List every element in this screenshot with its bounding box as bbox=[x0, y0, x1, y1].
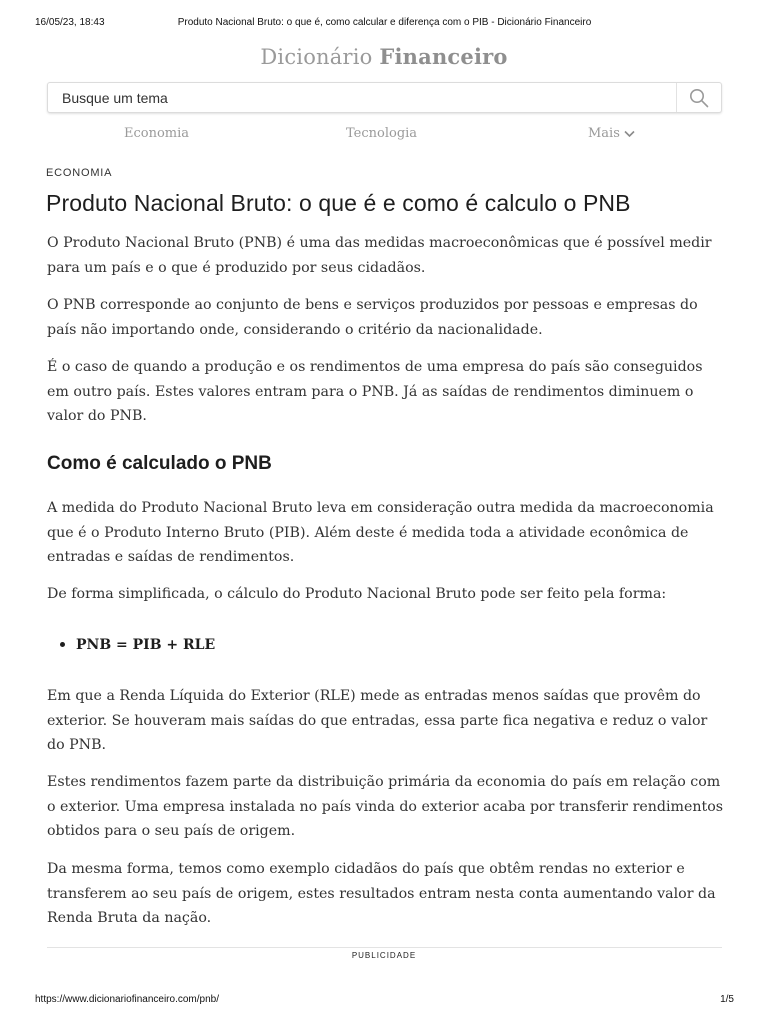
article-paragraph: Em que a Renda Líquida do Exterior (RLE) mede as entradas menos saídas que provêm do exterior. Se houveram mais saídas do que entradas, essa parte fica negativa e reduz o valor do PNB. bbox=[47, 688, 708, 753]
site-logo[interactable] bbox=[0, 44, 768, 69]
nav-more-label: Mais bbox=[588, 126, 620, 141]
print-footer bbox=[35, 994, 734, 1008]
article-paragraph: Estes rendimentos fazem parte da distribuição primária da economia do país em relação com o exterior. Uma empresa instalada no país vinda do exterior acaba por transferir rendimentos obtidos para o seu país de origem. bbox=[47, 774, 724, 839]
nav-item-tecnologia[interactable]: Tecnologia bbox=[346, 126, 418, 141]
print-header bbox=[35, 17, 734, 31]
search-bar bbox=[47, 82, 722, 113]
nav-item-mais[interactable] bbox=[588, 126, 635, 141]
site-logo-bold: Financeiro bbox=[379, 44, 508, 69]
print-date: 16/05/23, 18:43 bbox=[35, 17, 105, 28]
article-paragraph: É o caso de quando a produção e os rendimentos de uma empresa do país são conseguidos em outro país. Estes valores entram para o PNB. Já as saídas de rendimentos diminuem o valor do PNB. bbox=[47, 359, 703, 424]
article-paragraph: O PNB corresponde ao conjunto de bens e serviços produzidos por pessoas e empresas do país não importando onde, considerando o critério da nacionalidade. bbox=[47, 297, 698, 338]
nav-item-economia[interactable]: Economia bbox=[124, 126, 190, 141]
main-nav bbox=[47, 126, 722, 146]
search-button[interactable] bbox=[676, 83, 721, 112]
formula-list bbox=[60, 633, 215, 657]
article-paragraph: Da mesma forma, temos como exemplo cidadãos do país que obtêm rendas no exterior e transferem ao seu país de origem, estes resultados entram nesta conta aumentando valor da Renda Bruta da nação. bbox=[47, 861, 716, 926]
print-page-number: 1/5 bbox=[720, 994, 734, 1005]
print-page-title: Produto Nacional Bruto: o que é, como calcular e diferença com o PIB - Dicionário Financeiro bbox=[177, 17, 592, 28]
site-logo-light: Dicionário bbox=[260, 45, 373, 69]
article-category[interactable]: ECONOMIA bbox=[46, 167, 113, 179]
section-heading: Como é calculado o PNB bbox=[47, 453, 272, 474]
ad-label: PUBLICIDADE bbox=[351, 951, 417, 960]
chevron-down-icon bbox=[624, 130, 635, 138]
print-url: https://www.dicionariofinanceiro.com/pnb/ bbox=[35, 994, 219, 1005]
article-paragraph: O Produto Nacional Bruto (PNB) é uma das medidas macroeconômicas que é possível medir para um país e o que é produzido por seus cidadãos. bbox=[47, 235, 712, 276]
article-paragraph: De forma simplificada, o cálculo do Produto Nacional Bruto pode ser feito pela forma: bbox=[47, 586, 667, 602]
search-input[interactable] bbox=[48, 83, 676, 112]
article-paragraph: A medida do Produto Nacional Bruto leva em consideração outra medida da macroeconomia que é o Produto Interno Bruto (PIB). Além deste é medida toda a atividade econômica de entradas e saídas de rendimentos. bbox=[47, 500, 714, 565]
divider bbox=[47, 947, 722, 948]
search-icon bbox=[689, 88, 709, 108]
formula-item: PNB = PIB + RLE bbox=[60, 633, 215, 657]
article-title: Produto Nacional Bruto: o que é e como é calculo o PNB bbox=[46, 190, 631, 216]
